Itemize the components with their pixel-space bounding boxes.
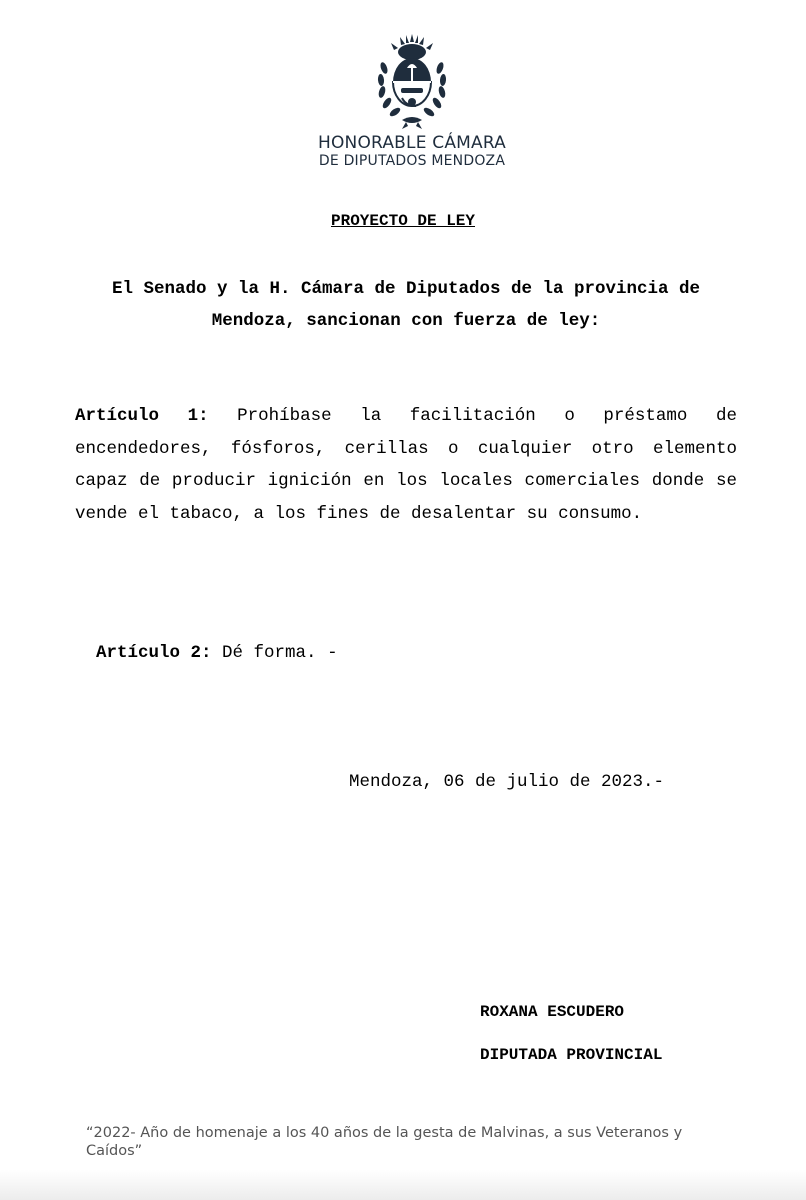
institution-name <box>300 133 524 170</box>
article-2 <box>96 638 338 668</box>
institution-name-line1: HONORABLE CÁMARA <box>317 133 507 153</box>
coat-of-arms-icon <box>370 32 454 132</box>
article-2-text: Dé forma. - <box>222 643 338 663</box>
signer-role: DIPUTADA PROVINCIAL <box>480 1046 663 1064</box>
document-title: PROYECTO DE LEY <box>330 212 476 230</box>
article-1-label: Artículo 1: <box>75 406 209 426</box>
footer-motto: “2022- Año de homenaje a los 40 años de la gesta de Malvinas, a sus Veteranos y Caídos” <box>86 1125 683 1159</box>
place-and-date: Mendoza, 06 de julio de 2023.- <box>349 772 665 792</box>
preamble: El Senado y la H. Cámara de Diputados de la provincia de Mendoza, sancionan con fuerza de ley: <box>111 279 701 331</box>
signer-name: ROXANA ESCUDERO <box>480 1003 625 1021</box>
institution-name-line2: DE DIPUTADOS MENDOZA <box>318 153 506 169</box>
article-2-label: Artículo 2: <box>96 643 212 663</box>
article-1 <box>75 400 737 530</box>
article-1-text: Prohíbase la facilitación o préstamo de encendedores, fósforos, cerillas o cualquier otro elemento capaz de producir ignición en los locales comerciales donde se vende el tabaco, a los fines de desalentar su consumo. <box>75 406 737 524</box>
